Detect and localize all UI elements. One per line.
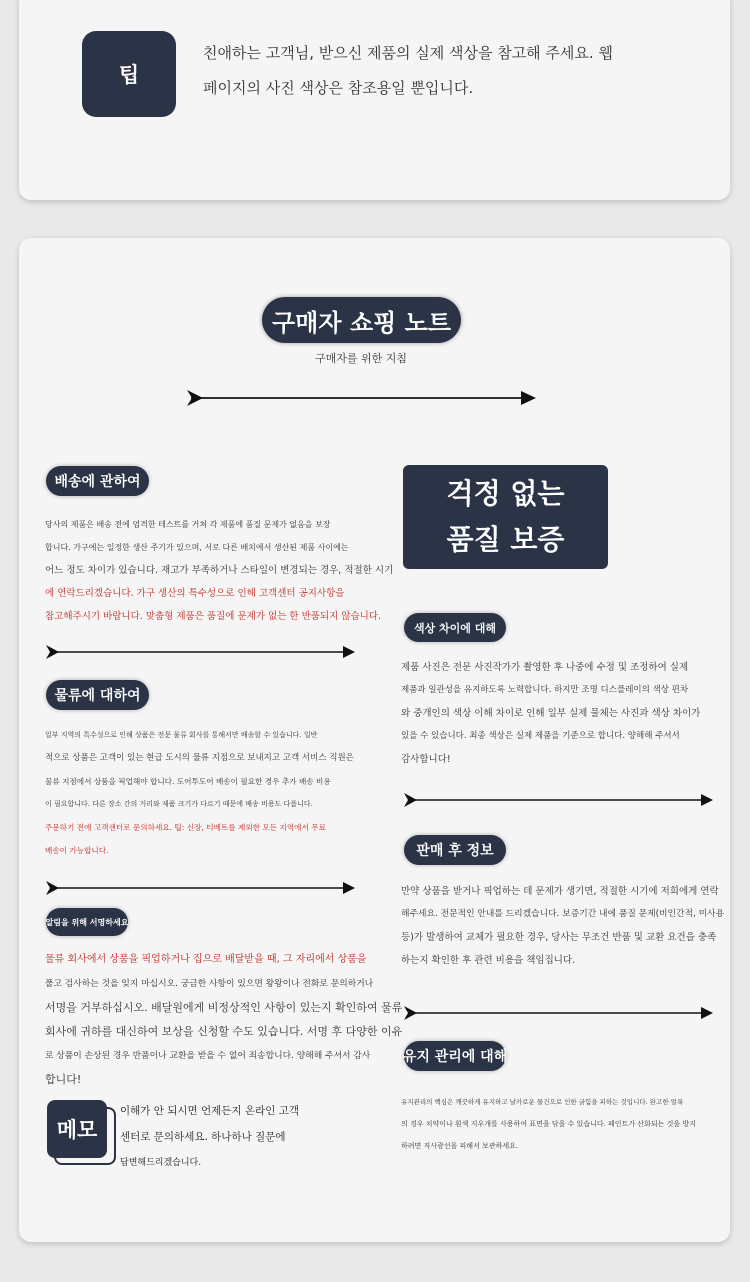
memo-text bbox=[120, 1098, 320, 1176]
page-subtitle: 구매자를 위한 지침 bbox=[314, 352, 407, 365]
tip-card bbox=[19, 0, 730, 200]
maintenance-line: 하려면 직사광선을 피해서 보관하세요. bbox=[401, 1142, 519, 1150]
hero-line: 품질 보증 bbox=[446, 523, 565, 556]
signing-line: 합니다! bbox=[45, 1073, 82, 1086]
color-line: 있을 수 있습니다. 최종 색상은 실제 제품을 기준으로 합니다. 양해해 주셔서 bbox=[401, 731, 680, 741]
logistics-line: 주문하기 전에 고객센터로 문의하세요. 팁: 신장, 티베트를 제외한 모든 지역에서 무료 bbox=[45, 823, 326, 832]
logistics-line: 적으로 상품은 고객이 있는 현급 도시의 물류 지점으로 보내지고 고객 서비스 직원은 bbox=[45, 753, 354, 763]
arrow-divider bbox=[46, 878, 356, 898]
logistics-text bbox=[45, 724, 365, 862]
section-label-aftersales: 판매 후 정보 bbox=[404, 835, 506, 865]
aftersales-text bbox=[401, 880, 725, 972]
quality-guarantee-box bbox=[403, 465, 608, 569]
logistics-line: 이 필요합니다. 다른 장소 간의 거리와 제품 크기가 다르기 때문에 배송 비용도 다릅니다. bbox=[45, 800, 313, 808]
tip-badge: 팁 bbox=[82, 31, 176, 117]
aftersales-line: 만약 상품을 받거나 픽업하는 데 문제가 생기면, 적절한 시기에 저희에게 연락 bbox=[401, 886, 719, 897]
maintenance-line: 의 경우 치약이나 흰색 지우개를 사용하여 표면을 닦을 수 있습니다. 페인트가 산화되는 것을 방지 bbox=[401, 1120, 696, 1128]
delivery-line: 에 연락드리겠습니다. 가구 생산의 특수성으로 인해 고객센터 공지사항을 bbox=[45, 588, 345, 599]
delivery-line: 어느 정도 차이가 있습니다. 재고가 부족하거나 스타일이 변경되는 경우, 적절한 시기 bbox=[45, 565, 394, 576]
logistics-line: 배송이 가능합니다. bbox=[45, 846, 109, 855]
maintenance-line: 유지관리의 핵심은 깨끗하게 유지하고 날카로운 물건으로 인한 긁힘을 피하는 것입니다. 완고한 얼룩 bbox=[401, 1098, 684, 1106]
delivery-text bbox=[45, 513, 394, 628]
section-label-maintenance: 유지 관리에 대해 bbox=[404, 1041, 506, 1071]
memo-line: 답변해드리겠습니다. bbox=[120, 1158, 202, 1168]
signing-line: 서명을 거부하십시오. 배달원에게 비정상적인 사항이 있는지 확인하여 물류 bbox=[45, 1001, 403, 1014]
tip-line: 친애하는 고객님, 받으신 제품의 실제 색상을 참고해 주세요. 웹 bbox=[203, 44, 613, 62]
aftersales-line: 해주세요. 전문적인 안내를 드리겠습니다. 보증기간 내에 품질 문제(비인간적, 미사용 bbox=[401, 909, 725, 919]
guide-card bbox=[19, 238, 730, 1242]
arrow-divider bbox=[404, 1003, 714, 1023]
color-line: 감사합니다! bbox=[401, 754, 451, 765]
tip-line: 페이지의 사진 색상은 참조용일 뿐입니다. bbox=[203, 79, 474, 97]
color-text bbox=[401, 656, 711, 771]
color-line: 제품과 일관성을 유지하도록 노력합니다. 하지만 조명 디스플레이의 색상 편차 bbox=[401, 685, 689, 695]
section-label-logistics: 물류에 대하여 bbox=[46, 680, 149, 710]
page-title: 구매자 쇼핑 노트 bbox=[262, 297, 461, 343]
delivery-line: 합니다. 가구에는 일정한 생산 주기가 있으며, 서로 다른 배치에서 생산된 제품 사이에는 bbox=[45, 543, 349, 552]
arrow-divider bbox=[404, 790, 714, 810]
aftersales-line: 등)가 발생하여 교체가 필요한 경우, 당사는 무조건 반품 및 교환 요건을 충족 bbox=[401, 932, 717, 943]
section-label-signing: 알림을 위해 서명하세요 bbox=[46, 908, 128, 936]
logistics-line: 물류 지점에서 상품을 픽업해야 합니다. 도어투도어 배송이 필요한 경우 추가 배송 비용 bbox=[45, 777, 331, 786]
signing-line: 로 상품이 손상된 경우 반품이나 교환을 받을 수 없어 죄송합니다. 양해해 주셔서 감사 bbox=[45, 1051, 371, 1061]
signing-text bbox=[45, 948, 403, 1092]
signing-line: 회사에 귀하를 대신하여 보상을 신청할 수도 있습니다. 서명 후 다양한 이유 bbox=[45, 1025, 403, 1038]
arrow-divider bbox=[46, 642, 356, 662]
delivery-line: 당사의 제품은 배송 전에 엄격한 테스트를 거쳐 각 제품에 품질 문제가 없음을 보장 bbox=[45, 520, 331, 529]
section-label-color: 색상 차이에 대해 bbox=[404, 613, 506, 642]
color-line: 와 중개인의 색상 이해 차이로 인해 일부 실제 물체는 사진과 색상 차이가 bbox=[401, 708, 701, 719]
memo-line: 이해가 안 되시면 언제든지 온라인 고객 bbox=[120, 1105, 299, 1117]
memo-line: 센터로 문의하세요. 하나하나 질문에 bbox=[120, 1131, 286, 1143]
signing-line: 물류 회사에서 상품을 픽업하거나 집으로 배달받을 때, 그 자리에서 상품을 bbox=[45, 954, 367, 965]
delivery-line: 참고해주시기 바랍니다. 맞춤형 제품은 품질에 문제가 없는 한 반품되지 않습니다. bbox=[45, 611, 382, 622]
color-line: 제품 사진은 전문 사진작가가 촬영한 후 나중에 수정 및 조정하여 실제 bbox=[401, 662, 689, 673]
tip-text bbox=[203, 36, 643, 106]
hero-line: 걱정 없는 bbox=[446, 477, 565, 510]
maintenance-text bbox=[401, 1091, 716, 1157]
signing-line: 풀고 검사하는 것을 잊지 마십시오. 궁금한 사항이 있으면 왕왕이나 전화로 문의하거나 bbox=[45, 979, 374, 989]
arrow-divider bbox=[187, 388, 537, 408]
section-label-delivery: 배송에 관하여 bbox=[46, 466, 149, 496]
aftersales-line: 하는지 확인한 후 관련 비용을 책임집니다. bbox=[401, 955, 576, 966]
memo-badge-label: 메모 bbox=[47, 1100, 107, 1158]
memo-badge bbox=[47, 1100, 117, 1166]
logistics-line: 일부 지역의 특수성으로 인해 상품은 전문 물류 회사를 통해서만 배송할 수 있습니다. 일반 bbox=[45, 731, 318, 739]
